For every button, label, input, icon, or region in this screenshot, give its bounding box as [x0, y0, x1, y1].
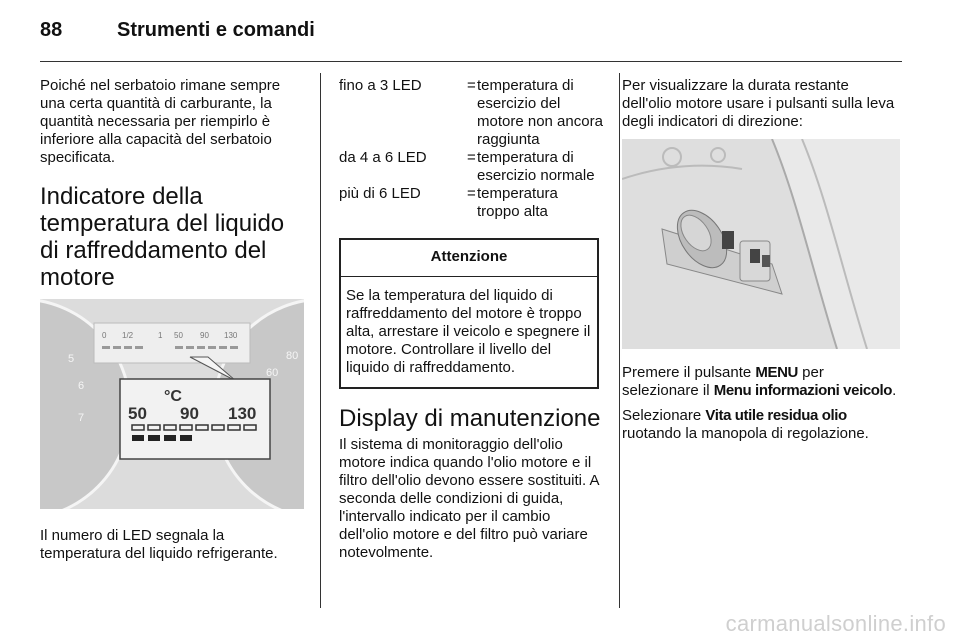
- coolant-gauge-illustration: [40, 299, 304, 509]
- dial-label: 6: [78, 380, 85, 392]
- column-1: [40, 77, 304, 563]
- text-run: ruotando la manopola di regolazione.: [622, 425, 869, 442]
- scale-label: 90: [200, 331, 209, 340]
- dial-label: 7: [78, 412, 85, 424]
- oil-life-item-label: Vita utile residua olio: [705, 407, 847, 424]
- zoom-label: 90: [180, 404, 199, 423]
- dial-label: 5: [68, 353, 75, 365]
- scale-label: 1: [158, 331, 163, 340]
- warning-box: [339, 238, 599, 389]
- equals-sign: =: [467, 185, 476, 202]
- table-row: [339, 77, 603, 149]
- column-3: [622, 77, 902, 443]
- coolant-temp-heading: Indicatore della temperatura del liquido di raffreddamento del motore: [40, 183, 285, 291]
- scale-label: 1/2: [122, 331, 134, 340]
- column-2: [339, 77, 603, 562]
- led-table: [339, 77, 603, 221]
- text-run: per selezionare il: [622, 364, 824, 399]
- maintenance-paragraph: Il sistema di monitoraggio dell'olio motore indica quando l'olio motore e il filtro dell'olio devono essere sostituiti. A seconda delle condizioni di guida, l'intervallo indicato per il cambio dell'olio motore e del filtro può variare notevolmente.: [339, 436, 599, 561]
- led-range: da 4 a 6 LED: [339, 149, 427, 166]
- zoom-label: 50: [128, 404, 147, 423]
- page-number: 88: [40, 19, 63, 41]
- vehicle-info-menu-label: Menu informazioni veicolo: [713, 382, 893, 399]
- led-caption: Il numero di LED segnala la temperatura del liquido refrigerante.: [40, 527, 278, 562]
- text-run: Selezionare: [622, 407, 706, 424]
- text-run: .: [892, 382, 897, 399]
- table-row: [339, 185, 603, 221]
- text-run: Premere il pulsante: [622, 364, 756, 381]
- table-row: [339, 149, 603, 185]
- turn-signal-lever-illustration: [622, 139, 900, 349]
- warning-text: Se la temperatura del liquido di raffreddamento del motore è troppo alta, arrestare il veicolo e spegnere il motore. Controllare il livello del liquido di raffreddamento.: [346, 287, 591, 376]
- led-meaning: temperatura di esercizio normale: [477, 149, 595, 184]
- scale-label: 130: [224, 331, 238, 340]
- zoom-unit: °C: [164, 388, 182, 405]
- led-meaning: temperatura di esercizio del motore non ancora raggiunta: [477, 77, 603, 148]
- oil-life-intro: Per visualizzare la durata restante dell'olio motore usare i pulsanti sulla leva degli indicatori di direzione:: [622, 77, 895, 130]
- header-rule: [40, 61, 902, 62]
- led-meaning: temperatura troppo alta: [477, 185, 558, 220]
- dial-label: 60: [266, 367, 279, 379]
- scale-label: 50: [174, 331, 183, 340]
- led-range: fino a 3 LED: [339, 77, 422, 94]
- warning-title: Attenzione: [341, 240, 597, 277]
- fuel-reserve-paragraph: Poiché nel serbatoio rimane sempre una certa quantità di carburante, la quantità necessaria per riempirlo è inferiore alla capacità del serbatoio specificata.: [40, 77, 281, 166]
- running-title: Strumenti e comandi: [117, 19, 315, 41]
- led-range: più di 6 LED: [339, 185, 421, 202]
- column-divider-2: [619, 73, 620, 608]
- watermark: carmanualsonline.info: [725, 611, 946, 636]
- equals-sign: =: [467, 149, 476, 166]
- menu-instruction: [622, 364, 902, 400]
- maintenance-heading: Display di manutenzione: [339, 405, 601, 432]
- scale-label: 0: [102, 331, 107, 340]
- equals-sign: =: [467, 77, 476, 94]
- dial-label: 80: [286, 350, 299, 362]
- zoom-label: 130: [228, 404, 257, 423]
- oil-life-instruction: [622, 407, 902, 443]
- column-divider-1: [320, 73, 321, 608]
- menu-button-label: MENU: [755, 364, 798, 381]
